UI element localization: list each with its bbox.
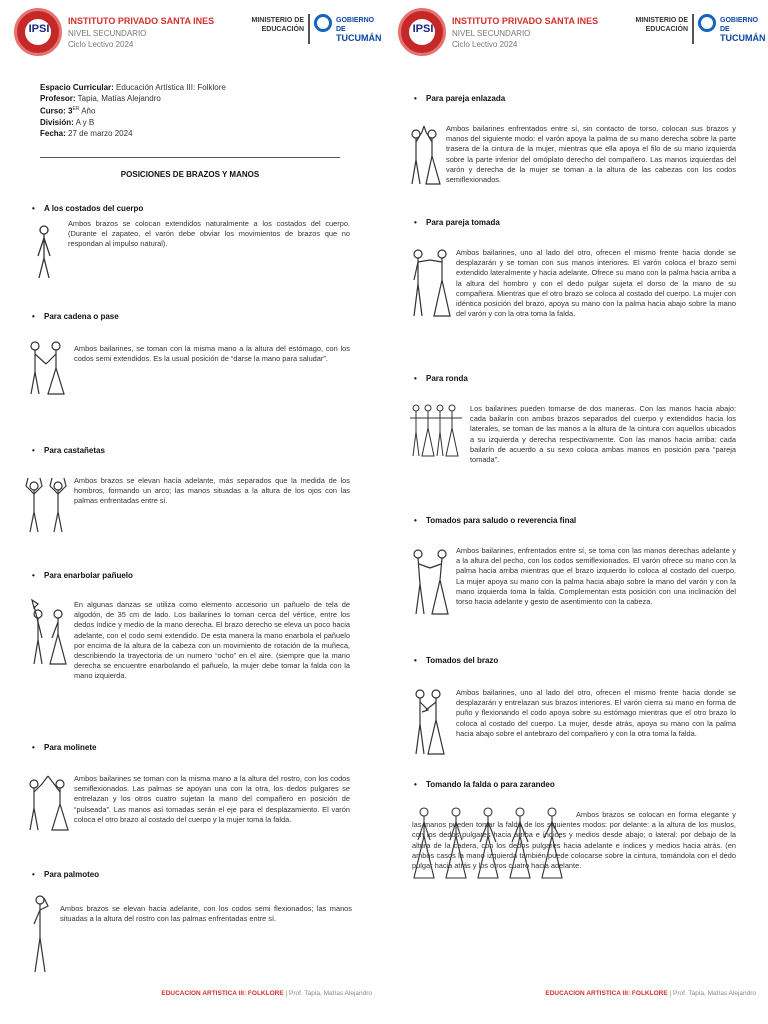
stick-figure-icon: [34, 224, 54, 280]
bullet-icon: •: [32, 204, 35, 213]
section-text: Los bailarines pueden tomarse de dos maneras. Con las manos hacia abajo: cada bailarín con ambos brazos separados del cuerpo y extendidos hacia los laterales, se toman de las manos a la altura de la cintura con aquellos ubicados a su izquierda y derecha respectivamente. Con las manos hacia arriba: cada bailarín de acuerdo a su sexo coloca ambas manos en posición para “pareja tomada”.: [470, 404, 736, 465]
teacher-row: [40, 93, 226, 104]
section-heading-text: Para molinete: [44, 743, 97, 752]
institution-cycle: Ciclo Lectivo 2024: [452, 40, 518, 49]
subject-row: [40, 82, 226, 93]
castanets-figure-icon: [22, 474, 72, 534]
course-suffix: Año: [81, 106, 96, 116]
section-heading: [414, 94, 505, 103]
embraced-couple-figure-icon: [404, 124, 444, 186]
page-footer: [0, 990, 384, 997]
molinete-figure-icon: [24, 770, 72, 832]
right-page: [384, 0, 768, 1024]
footer-subject: EDUCACION ARTISTICA III: FOLKLORE: [545, 990, 668, 997]
section-heading-text: Para pareja enlazada: [426, 94, 506, 103]
course-row: [40, 104, 226, 117]
course-sup: ER: [72, 106, 80, 112]
bullet-icon: •: [32, 870, 35, 879]
section-text: Ambos brazos se colocan extendidos naturalmente a los costados del cuerpo. (Durante el zapateo, el varón debe obviar los movimientos de brazos que no respondan al impulso natural).: [68, 219, 350, 249]
section-heading-text: Tomando la falda o para zarandeo: [426, 780, 555, 789]
section-heading: [414, 374, 468, 383]
division-value: A y B: [75, 117, 95, 127]
bullet-icon: •: [414, 780, 417, 789]
date-row: [40, 128, 226, 139]
government-logo-text: [720, 16, 766, 43]
ministry-logo-text: [248, 16, 304, 34]
bullet-icon: •: [32, 743, 35, 752]
handkerchief-figure-icon: [26, 598, 70, 668]
section-text: En algunas danzas se utiliza como elemento accesorio un pañuelo de tela de algodón, de 35 cm de lado. Los bailarines lo toman cerca del vértice, entre los dedos índice y medio de la mano derecha. El brazo derecho se eleva un poco hacia adelante, con el codo semi extendido. De esta manera la mano enarbola el pañuelo por encima de la altura de la cabeza con un movimiento de rotación de la muñeca, describiendo la trayectoria de un numero “ocho” en el aire. (siempre que la mano derecha se encuentre enarbolando el pañuelo, la mujer debe tomar la falda con la mano izquierda.: [74, 600, 350, 681]
section-text: Ambos brazos se elevan hacia adelante, más separados que la medida de los hombros, formando un arco; las manos situadas a la altura de los ojos con las palmas enfrentadas entre sí.: [74, 476, 350, 506]
school-logo: [398, 8, 446, 56]
section-heading-text: Tomados del brazo: [426, 656, 499, 665]
section-heading: [414, 516, 576, 525]
ministry-line-2: EDUCACIÓN: [645, 26, 688, 33]
section-heading-text: Para cadena o pase: [44, 312, 119, 321]
footer-separator: |: [669, 990, 672, 997]
bullet-icon: •: [32, 446, 35, 455]
section-text: Ambos bailarines, uno al lado del otro, ofrecen el mismo frente hacia donde se desplazarán y se toman con sus manos interiores. El varón coloca el brazo semi extendido lateralmente y hacia adelante. Ofrece su mano con la palma hacia arriba a la altura del hombro y con el dedo pulgar sujeta el dorso de la mano de su compañera. Mientras que el otro brazo se coloca al costado del cuerpo. La mujer con idéntica posición del brazo, apoya su mano con la palma hacia abajo sobre la mano del varón y con la otra toma la falda.: [456, 248, 736, 319]
institution-level: NIVEL SECUNDARIO: [452, 29, 531, 38]
course-info: [40, 82, 226, 139]
document-title: POSICIONES DE BRAZOS Y MANOS: [120, 170, 260, 179]
section-heading: [32, 571, 133, 580]
course-label: Curso:: [40, 106, 66, 116]
institution-level: NIVEL SECUNDARIO: [68, 29, 147, 38]
page-header: [8, 6, 382, 66]
section-heading-text: Para palmoteo: [44, 870, 100, 879]
institution-name: INSTITUTO PRIVADO SANTA INES: [68, 16, 215, 26]
section-heading: [32, 312, 119, 321]
government-emblem-icon: [314, 14, 332, 32]
ministry-line-2: EDUCACIÓN: [261, 26, 304, 33]
institution-cycle: Ciclo Lectivo 2024: [68, 40, 134, 49]
school-logo: [14, 8, 62, 56]
bullet-icon: •: [414, 656, 417, 665]
ministry-logo-text: [632, 16, 688, 34]
section-heading-text: Para ronda: [426, 374, 468, 383]
footer-separator: |: [285, 990, 288, 997]
logo-divider: [308, 14, 310, 44]
footer-teacher: Prof. Tapia, Matías Alejandro: [289, 990, 372, 997]
footer-subject: EDUCACION ARTISTICA III: FOLKLORE: [161, 990, 284, 997]
page-footer: [384, 990, 768, 997]
teacher-value: Tapia, Matías Alejandro: [77, 94, 161, 103]
section-heading: [414, 780, 555, 789]
section-text: Ambos brazos se elevan hacia adelante, con los codos semi flexionados; las manos situadas a la altura del rostro con las palmas enfrentadas entre sí.: [60, 904, 352, 924]
section-heading: [414, 218, 500, 227]
clapping-figure-icon: [28, 894, 52, 974]
section-heading: [32, 446, 105, 455]
section-heading-text: Para pareja tomada: [426, 218, 500, 227]
holding-couple-figure-icon: [408, 246, 452, 318]
bullet-icon: •: [32, 312, 35, 321]
couple-figure-icon: [26, 340, 66, 396]
circle-dance-figure-icon: [408, 402, 466, 458]
institution-name: INSTITUTO PRIVADO SANTA INES: [452, 16, 599, 26]
teacher-label: Profesor:: [40, 94, 76, 103]
section-heading-text: Para castañetas: [44, 446, 105, 455]
title-rule: [40, 157, 340, 158]
gov-line-2: TUCUMÁN: [336, 33, 382, 43]
section-text: Ambos bailarines, se toman con la misma mano a la altura del estómago, con los codos semi extendidos. Es la usual posición de “darse la mano para saludar”.: [74, 344, 350, 364]
section-heading: [32, 204, 143, 213]
page-header: [392, 6, 766, 66]
date-value: 27 de marzo 2024: [68, 128, 133, 138]
bowing-couple-figure-icon: [406, 544, 454, 616]
subject-label: Espacio Curricular:: [40, 83, 114, 92]
section-heading-text: Tomados para saludo o reverencia final: [426, 516, 577, 525]
date-label: Fecha:: [40, 128, 66, 138]
bullet-icon: •: [414, 94, 417, 103]
section-heading: [32, 870, 99, 879]
division-row: [40, 117, 226, 128]
ministry-line-1: MINISTERIO DE: [635, 17, 688, 24]
government-emblem-icon: [698, 14, 716, 32]
government-logo-text: [336, 16, 382, 43]
logo-text: IPSI: [28, 23, 50, 35]
section-heading-text: Para enarbolar pañuelo: [44, 571, 133, 580]
bullet-icon: •: [414, 218, 417, 227]
bullet-icon: •: [414, 516, 417, 525]
bullet-icon: •: [32, 571, 35, 580]
section-text: Ambos bailarines enfrentados entre sí, sin contacto de torso, colocan sus brazos y manos del siguiente modo: el varón apoya la palma de su mano derecha sobre la parte trasera de la cintura de la mujer, mientras que ella apoya el filo de su mano izquierda sobre la parte inferior del omóplato derecho del compañero. Las manos izquierdas del varón y derecha de la mujer se toman a la altura de las cabezas con los codos semiflexionados.: [446, 124, 736, 185]
section-text: Ambos bailarines se toman con la misma mano a la altura del rostro, con los codos semiflexionados. Las palmas se apoyan una con la otra, los dedos pulgares se entrelazan y los otros cuatro sujetan la mano del compañero en posición de “pulseada”. Las manos así tomadas serán el eje para el desplazamiento. El varón coloca el otro brazo al costado del cuerpo y la mujer toma la falda.: [74, 774, 350, 824]
gov-line-1: GOBIERNO DE: [720, 17, 759, 33]
arm-in-arm-figure-icon: [408, 686, 448, 756]
section-heading: [32, 743, 96, 752]
section-text: Ambos brazos se colocan en forma elegante y las manos pueden tomar la falda de los siguientes modos: por delante: a la altura de los muslos, con los dedos pulgares hacia arriba e índices y medios desde abajo; o lateral: por debajo de la altura de la cadera, con los dedos pulgares hacia adelante e índices y medios hacia atrás. (en ambos casos la mano izquierda también puede colocarse sobre la cintura, tomándola con el dedo pulgar hacia atrás y los otros cuatro hacia adelante.: [412, 810, 736, 871]
bullet-icon: •: [414, 374, 417, 383]
division-label: División:: [40, 117, 74, 127]
ministry-line-1: MINISTERIO DE: [251, 17, 304, 24]
section-text: Ambos bailarines, enfrentados entre sí, se toma con las manos derechas adelante y a la altura del pecho, con los codos semiflexionados. El varón ofrece su mano con la palma hacia arriba mientras que el brazo izquierdo lo coloca al costado del cuerpo. La mujer apoya su mano con la palma hacia abajo sobre la mano del varón y con la mano izquierda toma la falda. Complementan esta posición con una inclinación del torso hacia adelante y gesto de asentimiento con la cabeza.: [456, 546, 736, 607]
gov-line-1: GOBIERNO DE: [336, 17, 375, 33]
subject-value: Educación Artística III: Folklore: [116, 83, 226, 92]
section-text: Ambos bailarines, uno al lado del otro, ofrecen el mismo frente hacia donde se desplazarán y entrelazan sus brazos interiores. El varón cierra su mano en forma de puño y flexionando el codo apoya sobre su estómago mientras que el otro brazo lo coloca al costado del cuerpo. La mujer, desde atrás, apoya su mano con la palma hacia abajo sobre el antebrazo del compañero y con la otra toma la falda.: [456, 688, 736, 738]
section-heading: [414, 656, 498, 665]
footer-teacher: Prof. Tapia, Matías Alejandro: [673, 990, 756, 997]
gov-line-2: TUCUMÁN: [720, 33, 766, 43]
logo-text: IPSI: [412, 23, 434, 35]
course-value: 3: [68, 106, 73, 116]
logo-divider: [692, 14, 694, 44]
section-heading-text: A los costados del cuerpo: [44, 204, 144, 213]
